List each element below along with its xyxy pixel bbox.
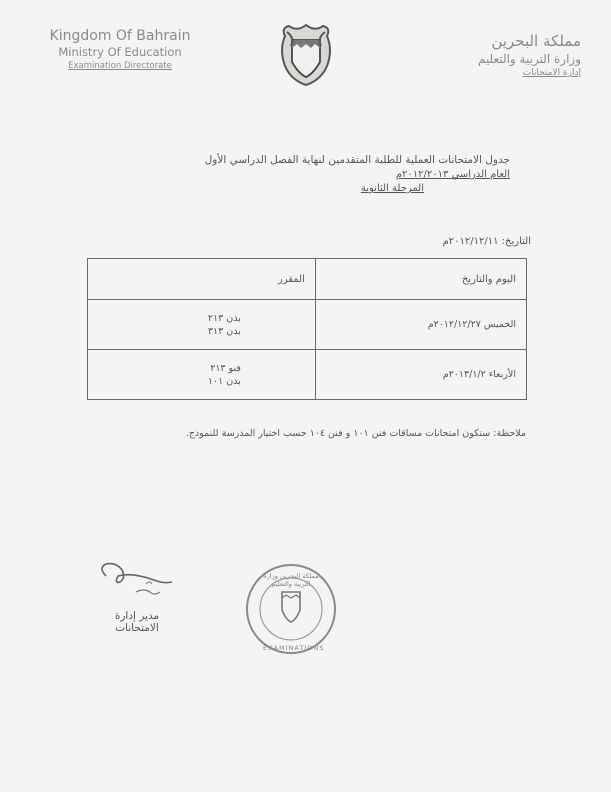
directorate-en: Examination Directorate [68, 61, 172, 71]
header-day-date: اليوم والتاريخ [315, 259, 526, 300]
stamp-arabic-text: مملكة البحرين وزارة التربية والتعليم [263, 572, 319, 588]
bahrain-emblem [277, 22, 335, 88]
course-code: بدن ٢١٣ [207, 312, 241, 324]
english-letterhead [40, 28, 200, 72]
ministry-ar: وزارة التربية والتعليم [477, 52, 581, 66]
exam-schedule-table [87, 258, 527, 400]
course-code: فنو ٢١٣ [210, 362, 241, 374]
ministry-en: Ministry Of Education [58, 45, 182, 59]
directorate-ar: إدارة الامتحانات [522, 68, 581, 78]
row-day-date: الأربعاء ٢٠١٣/١/٢م [315, 350, 526, 400]
schedule-note: ملاحظة: ستكون امتحانات مساقات فنن ١٠١ و فنن ١٠٤ حسب اختيار المدرسة للنموذج. [185, 428, 526, 439]
kingdom-en: Kingdom Of Bahrain [49, 28, 191, 44]
stamp-english-text: EXAMINATIONS [263, 644, 325, 652]
row-courses [88, 300, 316, 350]
schedule-title [170, 153, 510, 196]
academic-year: العام الدراسي ٢٠١٢/٢٠١٣م [395, 169, 510, 180]
stage-label: المرحلة الثانوية [360, 183, 424, 194]
signatory-title: مدير إدارة الامتحانات [114, 610, 160, 634]
handwritten-signature [92, 558, 182, 608]
table-header-row [88, 259, 527, 300]
table-row [88, 300, 527, 350]
header-course: المقرر [88, 259, 316, 300]
title-line: جدول الامتحانات العملية للطلبة المتقدمين لنهاية الفصل الدراسي الأول [204, 154, 510, 166]
kingdom-ar: مملكة البحرين [491, 32, 581, 50]
arabic-letterhead [411, 32, 581, 79]
course-code: بدن ١٠١ [207, 375, 241, 387]
row-day-date: الخميس ٢٠١٢/١٢/٢٧م [315, 300, 526, 350]
document-date: التاريخ: ٢٠١٢/١٢/١١م [442, 236, 531, 247]
course-code: بدن ٣١٣ [207, 325, 241, 337]
row-courses [88, 350, 316, 400]
table-row [88, 350, 527, 400]
